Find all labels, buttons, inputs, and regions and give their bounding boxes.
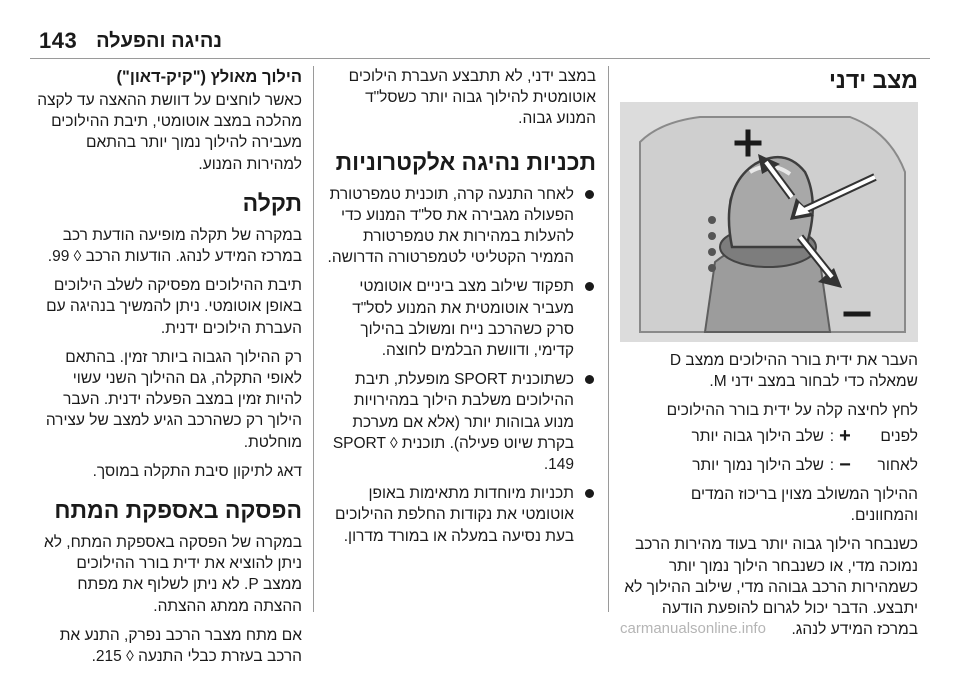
section-title-manual-mode: מצב ידני (828, 67, 918, 93)
manual-mode-text-3: ההילוך המשולב מצוין בריכוז המדים והמחוונים. (690, 486, 918, 525)
minus-icon: − (839, 453, 851, 476)
mode-desc-backward: שלב הילוך נמוך יותר (692, 456, 824, 474)
section-title-kickdown: הילוך מאולץ ("קיק-דאון") (116, 68, 302, 86)
list-item: תפקוד שילוב מצב ביניים אוטומטי מעביר אוטומטית את המנוע לסל"ד סרק כשהרכב נייח ומשולב בהילוך קדימי, ודוושת הבלמים לחוצה. (324, 276, 596, 361)
fault-text-2: תיבת ההילוכים מפסיקה לשלב הילוכים באופן אוטומטי. ניתן להמשיך בנהיגה עם העברת הילוכים ידנית. (46, 277, 302, 337)
list-item: תכניות מיוחדות מתאימות באופן אוטומטי את נקודות החלפת ההילוכים בעת נסיעה במעלה או במורד מדרון. (324, 483, 596, 547)
bullet-icon (585, 489, 594, 498)
bullet-icon (585, 282, 594, 291)
list-item: כשתוכנית SPORT מופעלת, תיבת ההילוכים משלבת הילוך במהירויות מנוע גבוהות יותר (אלא אם מערכת בקרת שיוט פעילה). תוכנית SPORT ◊ 149. (324, 369, 596, 475)
gear-shifter-icon (620, 102, 918, 342)
manual-mode-text-1: העבר את ידית בורר ההילוכים ממצב D שמאלה כדי לבחור במצב ידני M. (669, 352, 918, 391)
column-middle (324, 66, 596, 555)
programs-list (324, 184, 596, 547)
plus-icon: + (839, 424, 851, 447)
column-left (34, 66, 302, 675)
column-divider-right (608, 66, 609, 612)
section-title-power-interruption: הפסקה באספקת המתח (54, 497, 302, 524)
header-rule (30, 58, 930, 59)
mode-row-backward: לאחור − : שלב הילוך נמוך יותר (620, 455, 918, 476)
mode-label-forward: לפנים (880, 427, 918, 445)
mode-desc-forward: שלב הילוך גבוה יותר (691, 427, 824, 445)
kickdown-text: כאשר לוחצים על דוושת ההאצה עד לקצה מהלכה במצב אוטומטי, תיבת ההילוכים מעבירה להילוך נמוך יותר בהתאם למהירות המנוע. (37, 92, 302, 173)
mode-row-forward: לפנים + : שלב הילוך גבוה יותר (620, 426, 918, 447)
bullet-icon (585, 190, 594, 199)
manual-mode-text-4: כשנבחר הילוך גבוה יותר בעוד מהירות הרכב נמוכה מדי, או כשנבחר הילוך נמוך יותר כשמהירות הרכב גבוהה מדי, שילוב ההילוך לא יתבצע. הדבר יכול לגרום להופעת הודעה במרכז המידע לנהג. (624, 536, 918, 639)
power-text-1: במקרה של הפסקה באספקת המתח, לא ניתן להוציא את ידית בורר ההילוכים ממצב P. לא ניתן לשלוף את מפתח ההצתה ממתג ההצתה. (44, 534, 302, 615)
fault-text-3: רק ההילוך הגבוה ביותר זמין. בהתאם לאופי התקלה, גם ההילוך השני עשוי להיות זמין במצב הפעלה ידנית. העבר הילוך רק כשהרכב הגיע למצב של עצירה מוחלטת. (45, 348, 302, 451)
column-divider-left (313, 66, 314, 612)
page-header (0, 20, 960, 60)
fault-text-1: במקרה של תקלה מופיעה הודעת רכב במרכז המידע לנהג. הודעות הרכב ◊ 99. (47, 226, 302, 266)
watermark: carmanualsonline.info (620, 620, 766, 637)
gear-shifter-illustration (620, 102, 918, 342)
mode-label-backward: לאחור (877, 456, 918, 474)
list-item: לאחר התנעה קרה, תוכנית טמפרטורת הפעולה מגבירה את סל"ד המנוע כדי להעלות במהירות את טמפרטורת הממיר הקטליטי לטמפרטורה הדרושה. (324, 184, 596, 269)
power-text-2: אם מתח מצבר הרכב נפרק, התנע את הרכב בעזרת כבלי התנעה ◊ 215. (59, 626, 302, 666)
section-title-electronic-programs: תכניות נהיגה אלקטרוניות (335, 148, 596, 175)
section-title-fault: תקלה (242, 189, 302, 216)
column-right (620, 66, 918, 648)
fault-text-4: דאג לתיקון סיבת התקלה במוסך. (92, 462, 302, 480)
manual-mode-text-2: לחץ לחיצה קלה על ידית בורר ההילוכים (666, 402, 918, 420)
chapter-title: נהיגה והפעלה (96, 30, 222, 52)
page-number: 143 (39, 28, 78, 53)
bullet-icon (585, 375, 594, 384)
manual-mode-note: במצב ידני, לא תתבצע העברת הילוכים אוטומטית להילוך גבוה יותר כשסל"ד המנוע גבוה. (348, 68, 596, 128)
